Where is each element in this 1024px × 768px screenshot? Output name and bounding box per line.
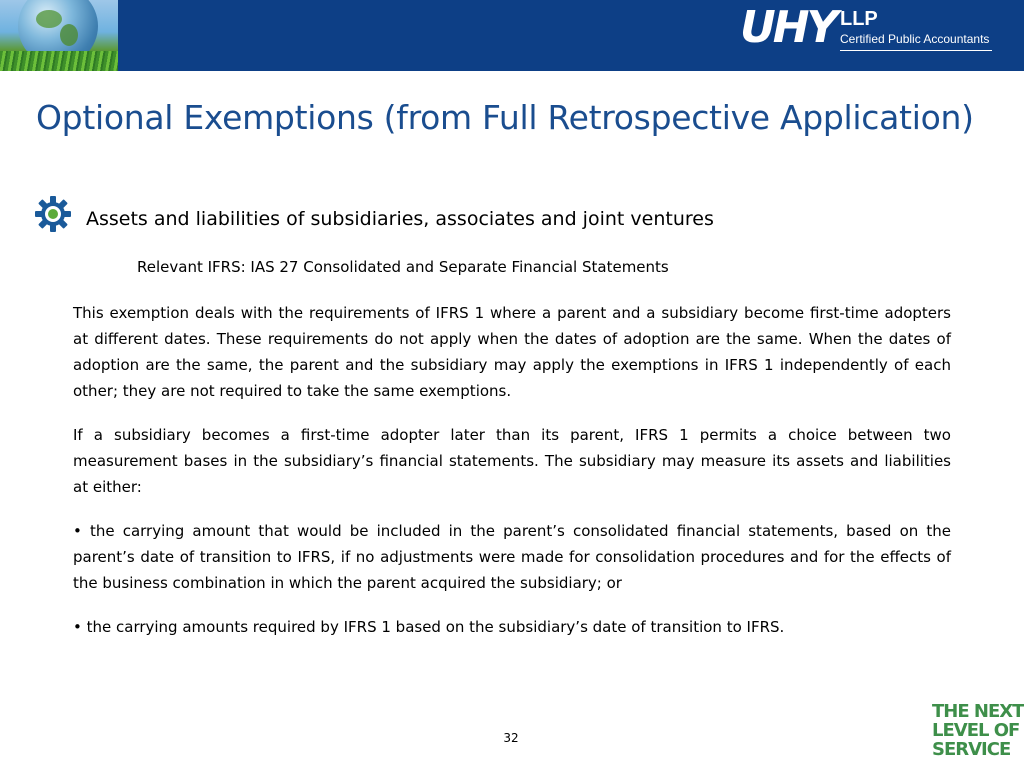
logo-tagline: Certified Public Accountants xyxy=(840,32,990,46)
logo-suffix: LLP xyxy=(840,8,878,30)
slide-title: Optional Exemptions (from Full Retrospective Application) xyxy=(36,98,974,137)
slogan-line: LEVEL OF xyxy=(932,720,1020,741)
grass-strip xyxy=(0,51,118,71)
globe-land xyxy=(60,24,78,46)
logo-underline xyxy=(840,50,992,51)
slogan-line: THE NEXT xyxy=(932,701,1024,722)
bullet-heading: Assets and liabilities of subsidiaries, associates and joint ventures xyxy=(86,208,714,230)
header-bar xyxy=(0,0,1024,71)
paragraph: If a subsidiary becomes a first-time adopter later than its parent, IFRS 1 permits a choice between two measurement bases in the subsidiary’s financial statements. The subsidiary may measure its assets and liabilities at either: xyxy=(73,426,951,496)
globe-land xyxy=(36,10,62,28)
relevant-ifrs: Relevant IFRS: IAS 27 Consolidated and Separate Financial Statements xyxy=(137,258,669,276)
logo-main: UHY xyxy=(740,2,836,53)
paragraph: • the carrying amount that would be included in the parent’s consolidated financial statements, based on the parent’s date of transition to IFRS, if no adjustments were made for consolidation procedures and for the effects of the business combination in which the parent acquired the subsidiary; or xyxy=(73,522,951,592)
slogan-logo xyxy=(932,701,1024,760)
gear-icon xyxy=(34,195,72,233)
uhy-logo xyxy=(740,4,1000,64)
paragraph: This exemption deals with the requirements of IFRS 1 where a parent and a subsidiary become first-time adopters at different dates. These requirements do not apply when the dates of adoption are the same. When the dates of adoption are the same, the parent and the subsidiary may apply the exemptions in IFRS 1 independently of each other; they are not required to take the same exemptions. xyxy=(73,304,951,400)
paragraph: • the carrying amounts required by IFRS 1 based on the subsidiary’s date of transition to IFRS. xyxy=(73,618,785,636)
body-text xyxy=(73,300,951,658)
page-number: 32 xyxy=(503,731,519,745)
globe-image xyxy=(0,0,118,71)
slogan-line: SERVICE xyxy=(932,739,1011,760)
